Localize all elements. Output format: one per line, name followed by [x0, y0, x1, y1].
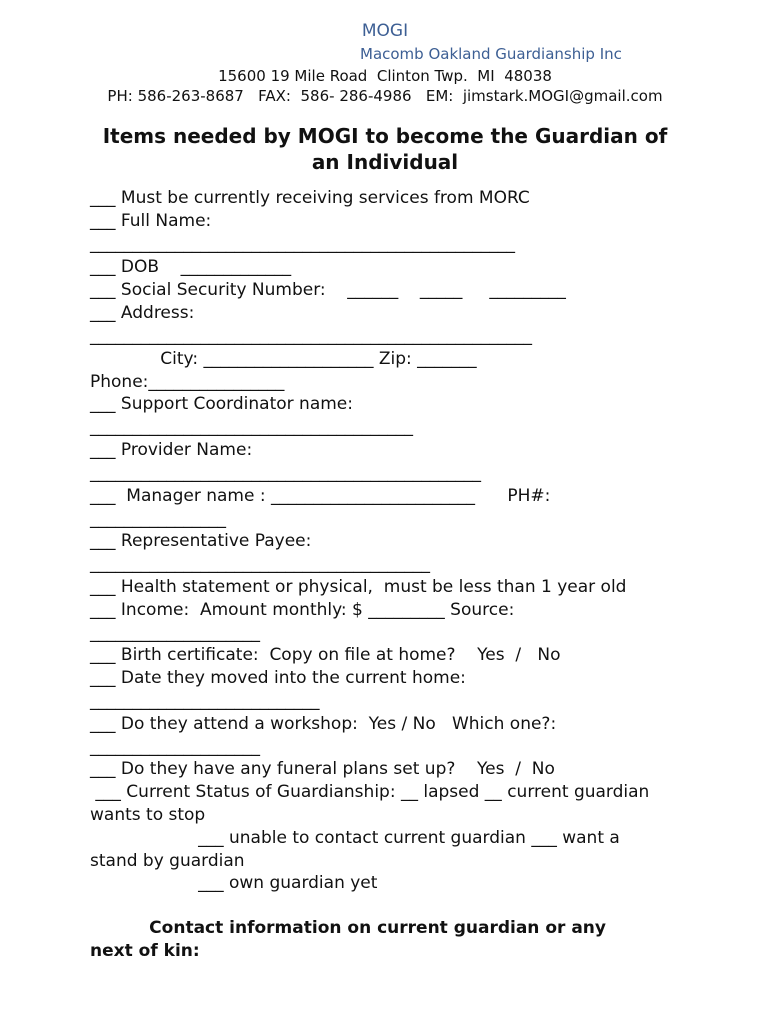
provider-blank: ______________________________________________: [90, 463, 481, 483]
contact-info-heading-line2: next of kin:: [90, 941, 200, 961]
checklist-item-provider: ___ Provider Name:: [90, 440, 253, 460]
guardianship-status-line5: ___ own guardian yet: [90, 873, 378, 893]
support-coordinator-blank: ______________________________________: [90, 417, 413, 437]
guardianship-status-line4: stand by guardian: [90, 851, 245, 871]
address-blank: ____________________________________________________: [90, 326, 532, 346]
org-address: 15600 19 Mile Road Clinton Twp. MI 48038: [218, 67, 552, 85]
checklist-item-move-date: ___ Date they moved into the current home:: [90, 668, 466, 688]
contact-info-heading-line1: Contact information on current guardian or any: [90, 918, 606, 938]
checklist-item-dob: ___ DOB _____________: [90, 257, 292, 277]
guardianship-status-line3: ___ unable to contact current guardian ___ want a: [90, 828, 620, 848]
checklist-item-address: ___ Address:: [90, 303, 195, 323]
checklist-item-support-coordinator: ___ Support Coordinator name:: [90, 394, 353, 414]
checklist-item-income: ___ Income: Amount monthly: $ _________ Source:: [90, 600, 515, 620]
phone-line: Phone:________________: [90, 372, 285, 392]
org-contact: PH: 586-263-8687 FAX: 586- 286-4986 EM: jimstark.MOGI@gmail.com: [107, 87, 663, 105]
workshop-blank: ____________________: [90, 737, 260, 757]
checklist-item-birth-certificate: ___ Birth certificate: Copy on file at home? Yes / No: [90, 645, 561, 665]
checklist-item-payee: ___ Representative Payee:: [90, 531, 312, 551]
income-source-blank: ____________________: [90, 623, 260, 643]
checklist-item-full-name: ___ Full Name:: [90, 211, 212, 231]
checklist-item-morc: ___ Must be currently receiving services from MORC: [90, 188, 530, 208]
page-title-line1: Items needed by MOGI to become the Guardian of: [102, 124, 668, 148]
full-name-blank: __________________________________________________: [90, 234, 515, 254]
checklist-item-health: ___ Health statement or physical, must be less than 1 year old: [90, 577, 627, 597]
org-short-name: MOGI: [361, 21, 409, 41]
city-zip-line: City: ____________________ Zip: _______: [90, 349, 477, 369]
manager-phone-blank: ________________: [90, 509, 226, 529]
checklist-item-manager: ___ Manager name : ________________________ PH#:: [90, 486, 551, 506]
checklist-item-ssn: ___ Social Security Number: ______ _____ _________: [90, 280, 566, 300]
move-date-blank: ___________________________: [90, 691, 320, 711]
payee-blank: ________________________________________: [90, 554, 430, 574]
guardianship-status-line2: wants to stop: [90, 805, 206, 825]
page-title-line2: an Individual: [311, 150, 459, 174]
guardianship-status-line1: ___ Current Status of Guardianship: __ lapsed __ current guardian: [90, 782, 650, 802]
checklist-item-funeral: ___ Do they have any funeral plans set up? Yes / No: [90, 759, 555, 779]
checklist-item-workshop: ___ Do they attend a workshop: Yes / No Which one?:: [90, 714, 557, 734]
org-full-name: Macomb Oakland Guardianship Inc: [360, 45, 622, 63]
